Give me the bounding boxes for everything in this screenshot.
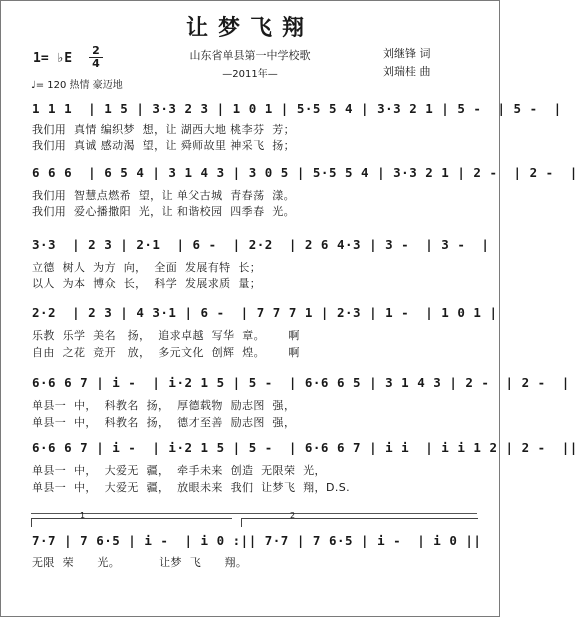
volta-2-label: 2	[290, 511, 296, 520]
notation-line-6: 6·6 6 7 | i - | i·2 1 5 | 5 - | 6·6 6 7 | i i | i i 1 2 | 2 - ||	[32, 440, 578, 455]
lyric-line-1a: 我们用 真情 编织梦 想，让 湖西大地 桃李芬 芳；	[32, 123, 296, 136]
song-subtitle: 山东省单县第一中学校歌	[189, 49, 311, 62]
lyric-line-3a: 立德 树人 为方 向， 全面 发展有特 长；	[32, 261, 262, 274]
volta-1-label: 1	[80, 511, 86, 520]
composer-credit: 刘瑞桂 曲	[383, 65, 431, 78]
volta-bracket-1	[31, 511, 232, 527]
lyric-line-3b: 以人 为本 博众 长， 科学 发展求质 量；	[32, 277, 262, 290]
volta-bracket-2	[241, 511, 478, 527]
time-signature-bottom: 4	[89, 57, 103, 70]
lyric-line-7: 无限 荣 光。 让梦 飞 翔。	[32, 556, 248, 569]
time-signature	[89, 45, 103, 70]
lyricist-credit: 刘继锋 词	[383, 47, 431, 60]
notation-line-4: 2·2 | 2 3 | 4 3·1 | 6 - | 7 7 7 1 | 2·3 | 1 - | 1 0 1 |	[32, 305, 498, 320]
lyric-line-5a: 单县一 中， 科教名 扬， 厚德载物 励志图 强，	[32, 399, 296, 412]
notation-line-3: 3·3 | 2 3 | 2·1 | 6 - | 2·2 | 2 6 4·3 | 3 - | 3 - |	[32, 237, 490, 252]
lyric-line-5b: 单县一 中， 科教名 扬， 德才至善 励志图 强，	[32, 416, 296, 429]
lyric-line-2a: 我们用 智慧点燃希 望，让 单父古城 青春荡 漾。	[32, 189, 296, 202]
song-title: 让梦飞翔	[185, 16, 314, 41]
key-signature: 1= ♭E	[33, 51, 73, 66]
lyric-line-4a: 乐教 乐学 美名 扬， 追求卓越 写华 章。 啊	[32, 329, 300, 342]
time-signature-top: 2	[92, 44, 100, 57]
lyric-line-2b: 我们用 爱心播撒阳 光，让 和谐校园 四季春 光。	[32, 205, 296, 218]
notation-line-2: 6 6 6 | 6 5 4 | 3 1 4 3 | 3 0 5 | 5·5 5 4 | 3·3 2 1 | 2 - | 2 - |	[32, 165, 578, 180]
notation-line-7: 7·7 | 7 6·5 | i - | i 0 :|| 7·7 | 7 6·5 | i - | i 0 ||	[32, 533, 482, 548]
separator-line	[31, 513, 477, 514]
lyric-line-4b: 自由 之花 竞开 放， 多元文化 创辉 煌。 啊	[32, 346, 300, 359]
tempo-marking: ♩= 120 热情 豪迈地	[31, 80, 123, 91]
song-year: —2011年—	[222, 69, 278, 80]
lyric-line-6a: 单县一 中， 大爱无 疆， 牵手未来 创造 无限荣 光，	[32, 464, 326, 477]
lyric-line-1b: 我们用 真诚 感动渴 望，让 舜师故里 神采飞 扬；	[32, 139, 296, 152]
lyric-line-6b: 单县一 中， 大爱无 疆， 放眼未来 我们 让梦飞 翔，D.S.	[32, 481, 350, 494]
notation-line-1: 1 1 1 | 1 5 | 3·3 2 3 | 1 0 1 | 5·5 5 4 | 3·3 2 1 | 5 - | 5 - |	[32, 101, 562, 116]
notation-line-5: 6·6 6 7 | i - | i·2 1 5 | 5 - | 6·6 6 5 | 3 1 4 3 | 2 - | 2 - |	[32, 375, 570, 390]
